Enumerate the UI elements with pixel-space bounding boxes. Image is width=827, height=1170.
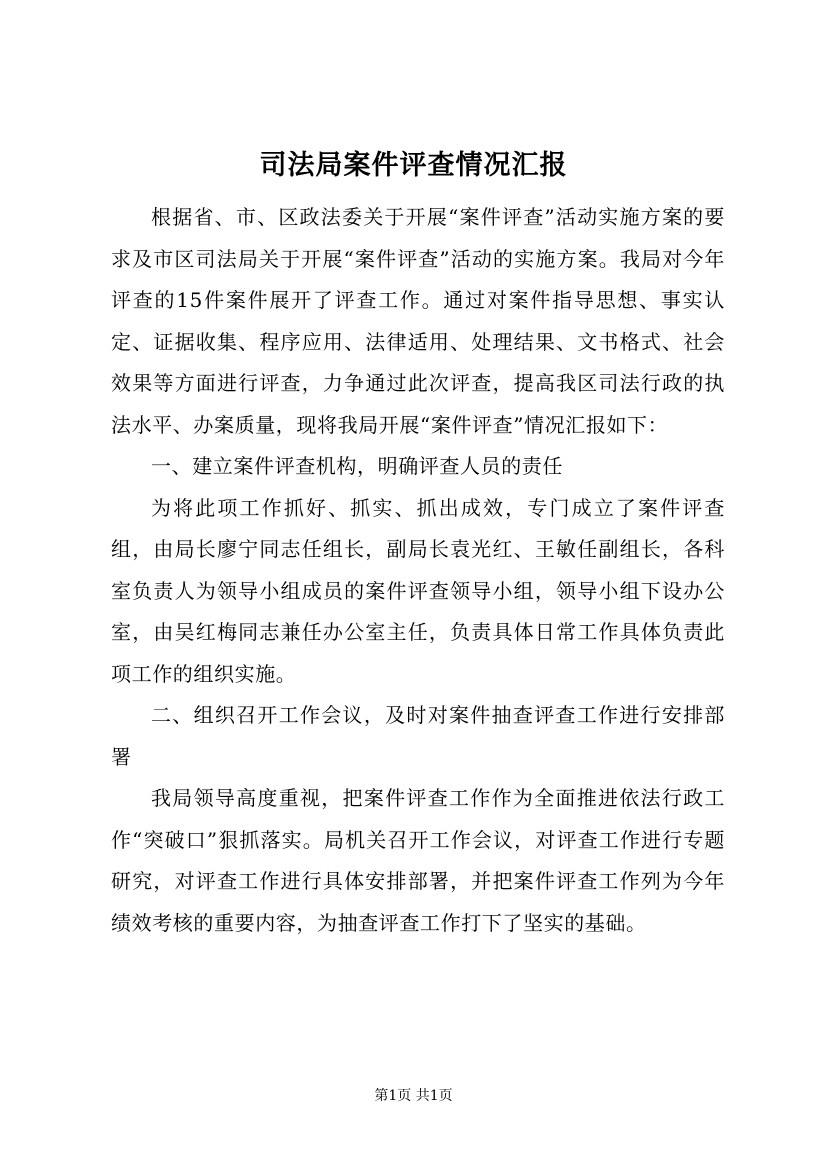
page-footer: 第1页 共1页 bbox=[374, 1088, 453, 1104]
document-body bbox=[111, 197, 725, 944]
paragraph-section-2: 我局领导高度重视，把案件评查工作作为全面推进依法行政工作“突破口”狠抓落实。局机关召开工作会议，对评查工作进行专题研究，对评查工作进行具体安排部署，并把案件评查工作列为今年绩效考核的重要内容，为抽查评查工作打下了坚实的基础。 bbox=[111, 786, 725, 935]
paragraph-intro: 根据省、市、区政法委关于开展“案件评查”活动实施方案的要求及市区司法局关于开展“案件评查”活动的实施方案。我局对今年评查的15件案件展开了评查工作。通过对案件指导思想、事实认定、证据收集、程序应用、法律适用、处理结果、文书格式、社会效果等方面进行评查，力争通过此次评查，提高我区司法行政的执法水平、办案质量，现将我局开展“案件评查”情况汇报如下： bbox=[111, 205, 725, 437]
paragraph-section-1: 为将此项工作抓好、抓实、抓出成效，专门成立了案件评查组，由局长廖宁同志任组长，副局长袁光红、王敏任副组长，各科室负责人为领导小组成员的案件评查领导小组，领导小组下设办公室，由吴红梅同志兼任办公室主任，负责具体日常工作具体负责此项工作的组织实施。 bbox=[111, 495, 725, 686]
section-heading-1: 一、建立案件评查机构，明确评查人员的责任 bbox=[151, 454, 563, 478]
section-heading-2: 二、组织召开工作会议，及时对案件抽查评查工作进行安排部署 bbox=[111, 703, 725, 769]
document-title: 司法局案件评查情况汇报 bbox=[259, 150, 568, 181]
